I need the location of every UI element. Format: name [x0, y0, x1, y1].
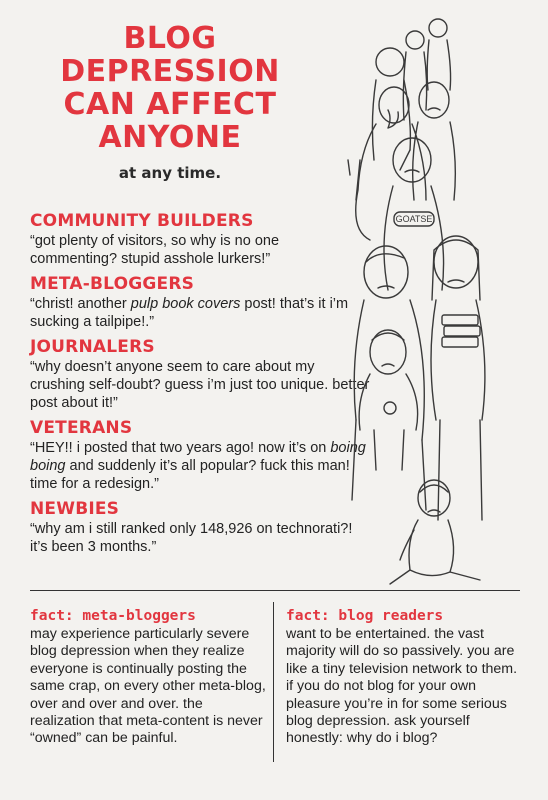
- section-journalers: [30, 337, 370, 412]
- shirt-text: GOATSE: [395, 214, 433, 224]
- section-heading: META-BLOGGERS: [30, 274, 195, 294]
- fact-meta-bloggers: [30, 606, 270, 748]
- section-heading: VETERANS: [30, 418, 133, 438]
- section-quote: “why doesn’t anyone seem to care about my crushing self-doubt? guess i’m just too unique. better post about it!”: [30, 359, 370, 411]
- blogger-types: [30, 211, 370, 562]
- fact-body: want to be entertained. the vast majority will do so passively. you are like a tiny television network to them. if you do not blog for your own pleasure you’re in for some serious blog depression. ask yourself honestly: why do i blog?: [286, 626, 518, 747]
- section-heading: COMMUNITY BUILDERS: [30, 211, 254, 231]
- poster-title: [0, 22, 340, 154]
- quote-text: “christ! another: [30, 296, 131, 312]
- title-line: BLOG: [123, 21, 217, 56]
- section-quote: [30, 295, 370, 331]
- section-heading: NEWBIES: [30, 499, 120, 519]
- figure-mid: [413, 82, 456, 200]
- section-quote: “got plenty of visitors, so why is no one commenting? stupid asshole lurkers!”: [30, 233, 280, 267]
- quote-emphasis: pulp book covers: [130, 296, 241, 312]
- quote-text: post! that’s it i’m sucking a tailpipe!.”: [30, 296, 349, 330]
- divider-vertical: [273, 602, 274, 762]
- figure-teen-boy: [352, 246, 426, 510]
- quote-emphasis: boing boing: [30, 440, 366, 474]
- fact-heading: fact: blog readers: [286, 608, 444, 624]
- figure-sitting-toddler: [390, 480, 480, 584]
- section-newbies: [30, 499, 370, 556]
- quote-text: and suddenly it’s all popular? fuck this man! time for a redesign.”: [30, 458, 350, 492]
- title-line: ANYONE: [98, 120, 242, 155]
- section-meta-bloggers: [30, 274, 370, 331]
- sad-bloggers-illustration: [330, 0, 548, 600]
- title-line: CAN AFFECT: [63, 87, 277, 122]
- fact-blog-readers: [286, 606, 526, 748]
- fact-heading: fact: meta-bloggers: [30, 608, 196, 624]
- fact-body: may experience particularly severe blog depression when they realize everyone is continually posting the same crap, on every other meta-blog, over and over and over. the realization that meta-content is never “owned” can be painful.: [30, 626, 266, 747]
- figure-child: [359, 330, 418, 470]
- section-heading: JOURNALERS: [30, 337, 155, 357]
- section-quote: “why am i still ranked only 148,926 on technorati?! it’s been 3 months.”: [30, 521, 353, 555]
- figure-girl-with-books: [431, 236, 485, 520]
- title-line: DEPRESSION: [60, 54, 280, 89]
- section-community-builders: [30, 211, 370, 268]
- section-veterans: [30, 418, 370, 493]
- figure-far-back: [403, 19, 450, 120]
- poster-subtitle: at any time.: [118, 164, 222, 182]
- section-quote: [30, 439, 370, 493]
- divider-horizontal: [30, 590, 520, 591]
- quote-text: “HEY!! i posted that two years ago! now it’s on: [30, 440, 331, 456]
